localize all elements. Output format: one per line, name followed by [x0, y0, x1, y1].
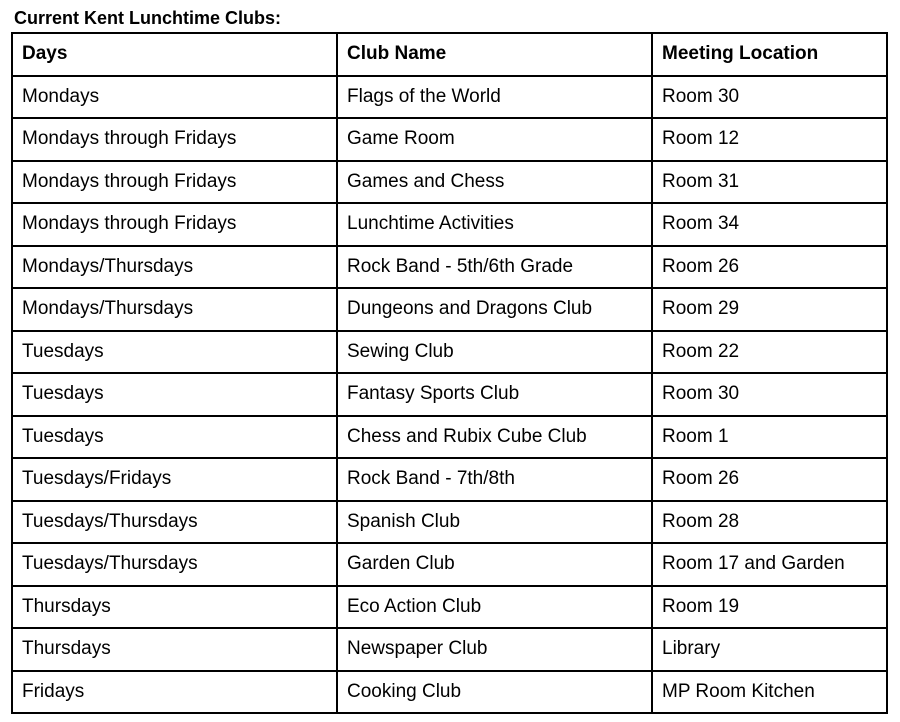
clubs-table	[11, 32, 888, 714]
cell-days: Mondays through Fridays	[12, 161, 337, 204]
table-row	[12, 118, 887, 161]
cell-location: Room 22	[652, 331, 887, 374]
cell-club-name: Newspaper Club	[337, 628, 652, 671]
cell-location: Room 34	[652, 203, 887, 246]
cell-location: Room 17 and Garden	[652, 543, 887, 586]
cell-days: Tuesdays	[12, 373, 337, 416]
table-row	[12, 161, 887, 204]
column-header-days: Days	[12, 33, 337, 76]
cell-days: Mondays through Fridays	[12, 118, 337, 161]
table-row	[12, 671, 887, 714]
cell-location: Room 19	[652, 586, 887, 629]
table-row	[12, 628, 887, 671]
cell-days: Tuesdays	[12, 331, 337, 374]
table-row	[12, 288, 887, 331]
cell-days: Tuesdays	[12, 416, 337, 459]
cell-days: Tuesdays/Thursdays	[12, 501, 337, 544]
column-header-club-name: Club Name	[337, 33, 652, 76]
cell-location: Room 30	[652, 373, 887, 416]
table-row	[12, 373, 887, 416]
table-row	[12, 586, 887, 629]
cell-club-name: Chess and Rubix Cube Club	[337, 416, 652, 459]
table-row	[12, 501, 887, 544]
cell-location: MP Room Kitchen	[652, 671, 887, 714]
cell-location: Room 30	[652, 76, 887, 119]
table-row	[12, 331, 887, 374]
cell-days: Thursdays	[12, 586, 337, 629]
cell-club-name: Fantasy Sports Club	[337, 373, 652, 416]
cell-club-name: Spanish Club	[337, 501, 652, 544]
cell-club-name: Game Room	[337, 118, 652, 161]
cell-location: Room 31	[652, 161, 887, 204]
cell-club-name: Games and Chess	[337, 161, 652, 204]
table-header-row	[12, 33, 887, 76]
table-row	[12, 543, 887, 586]
table-row	[12, 458, 887, 501]
cell-club-name: Dungeons and Dragons Club	[337, 288, 652, 331]
cell-days: Mondays	[12, 76, 337, 119]
cell-location: Room 26	[652, 246, 887, 289]
table-row	[12, 416, 887, 459]
cell-days: Tuesdays/Thursdays	[12, 543, 337, 586]
cell-location: Room 29	[652, 288, 887, 331]
cell-club-name: Garden Club	[337, 543, 652, 586]
cell-club-name: Lunchtime Activities	[337, 203, 652, 246]
cell-club-name: Sewing Club	[337, 331, 652, 374]
cell-club-name: Rock Band - 5th/6th Grade	[337, 246, 652, 289]
cell-club-name: Eco Action Club	[337, 586, 652, 629]
cell-location: Room 26	[652, 458, 887, 501]
cell-location: Library	[652, 628, 887, 671]
cell-location: Room 28	[652, 501, 887, 544]
cell-club-name: Rock Band - 7th/8th	[337, 458, 652, 501]
cell-club-name: Flags of the World	[337, 76, 652, 119]
table-row	[12, 76, 887, 119]
page-title: Current Kent Lunchtime Clubs:	[14, 8, 282, 28]
column-header-location: Meeting Location	[652, 33, 887, 76]
table-row	[12, 203, 887, 246]
cell-location: Room 1	[652, 416, 887, 459]
table-row	[12, 246, 887, 289]
cell-days: Tuesdays/Fridays	[12, 458, 337, 501]
cell-days: Mondays/Thursdays	[12, 246, 337, 289]
cell-days: Thursdays	[12, 628, 337, 671]
cell-days: Fridays	[12, 671, 337, 714]
cell-days: Mondays/Thursdays	[12, 288, 337, 331]
cell-days: Mondays through Fridays	[12, 203, 337, 246]
cell-club-name: Cooking Club	[337, 671, 652, 714]
cell-location: Room 12	[652, 118, 887, 161]
